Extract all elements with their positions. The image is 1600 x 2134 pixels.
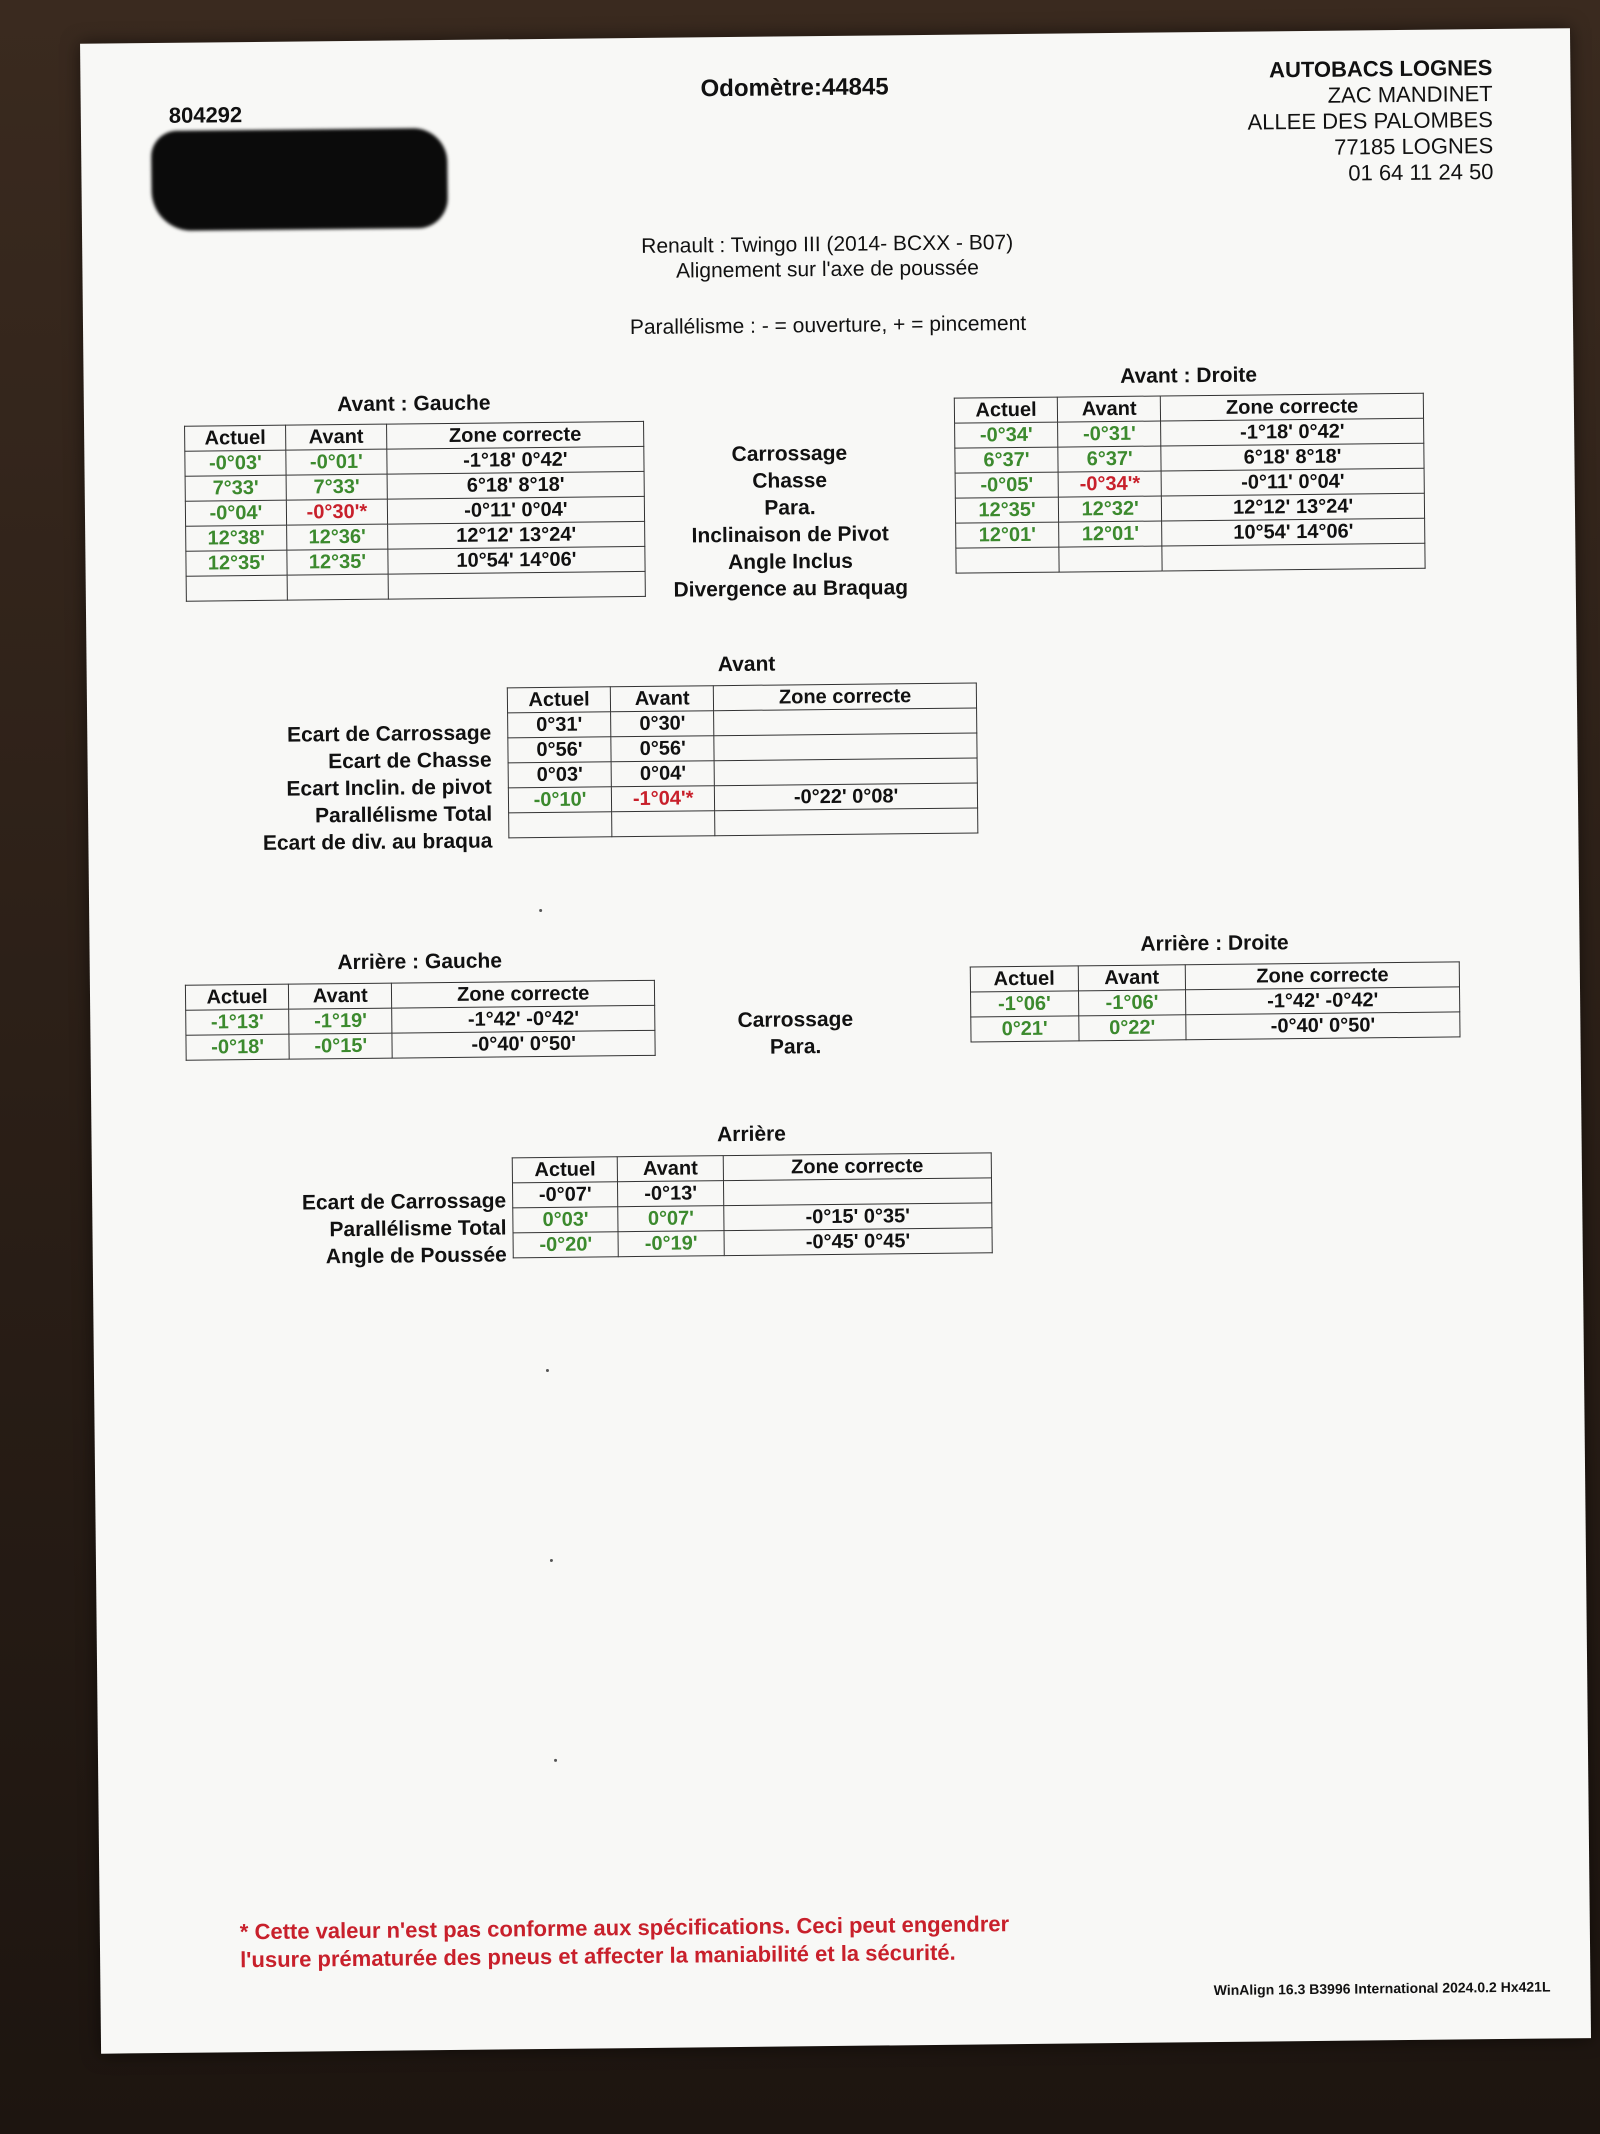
column-header-avant: Avant	[610, 686, 713, 712]
cell-zone	[388, 571, 645, 599]
cell-avant	[612, 811, 715, 837]
rear-right-table	[970, 961, 1461, 1042]
cell-zone: -1°18' 0°42'	[1161, 418, 1424, 446]
rear-right-title: Arrière : Droite	[1140, 931, 1289, 956]
software-version: WinAlign 16.3 B3996 International 2024.0.2 Hx421L	[1213, 1978, 1551, 1999]
cell-zone: 6°18' 8°18'	[1161, 443, 1424, 471]
cell-actuel: -0°10'	[508, 787, 611, 813]
table-row	[509, 808, 978, 838]
cell-zone: -1°42' -0°42'	[1186, 987, 1460, 1015]
cell-zone: -0°40' 0°50'	[1186, 1012, 1460, 1040]
cell-zone: -0°22' 0°08'	[715, 783, 978, 811]
cell-actuel: 0°31'	[508, 712, 611, 738]
cell-actuel: 0°21'	[971, 1016, 1079, 1042]
paper-dot	[550, 1559, 553, 1562]
shop-address-line3: 77185 LOGNES	[1334, 133, 1494, 160]
column-header-zone: Zone correcte	[723, 1153, 991, 1181]
cell-zone	[714, 708, 977, 736]
column-header-actuel: Actuel	[185, 984, 288, 1010]
cell-avant: 6°37'	[1058, 446, 1161, 472]
shop-phone: 01 64 11 24 50	[1348, 159, 1494, 186]
column-header-actuel: Actuel	[185, 425, 286, 451]
cell-avant: -1°19'	[289, 1008, 392, 1034]
redaction-mark	[151, 128, 448, 231]
toe-legend: Parallélisme : - = ouverture, + = pincement	[629, 311, 1027, 340]
measure-label: Para.	[764, 496, 816, 520]
table-row	[186, 571, 645, 601]
measure-label: Divergence au Braquag	[673, 576, 909, 602]
cell-zone: -1°18' 0°42'	[387, 446, 644, 474]
cell-avant: -0°31'	[1058, 421, 1161, 447]
front-left-title: Avant : Gauche	[337, 391, 491, 417]
table-row	[971, 1012, 1460, 1042]
cell-zone	[715, 808, 978, 836]
cell-actuel: 12°01'	[956, 522, 1059, 548]
cell-zone: -1°42' -0°42'	[392, 1005, 655, 1033]
column-header-zone: Zone correcte	[386, 421, 643, 449]
cell-avant	[1059, 546, 1162, 572]
column-header-avant: Avant	[1057, 396, 1160, 422]
cell-zone	[714, 758, 977, 786]
measure-label: Ecart Inclin. de pivot	[286, 775, 492, 801]
paper-dot	[546, 1369, 549, 1372]
cell-actuel: 12°38'	[186, 525, 287, 551]
odometer-reading: Odomètre:44845	[700, 73, 889, 103]
rear-measure-labels	[680, 1005, 911, 1061]
column-header-avant: Avant	[286, 424, 387, 450]
alignment-mode: Alignement sur l'axe de poussée	[675, 256, 979, 283]
cell-actuel: 0°56'	[508, 737, 611, 763]
measure-label: Ecart de Carrossage	[301, 1189, 507, 1215]
cell-avant: 0°07'	[618, 1206, 724, 1232]
cell-actuel: -0°07'	[512, 1182, 618, 1208]
cell-actuel: 0°03'	[508, 762, 611, 788]
cell-avant: 12°32'	[1059, 496, 1162, 522]
warning-line2: l'usure prématurée des pneus et affecter la maniabilité et la sécurité.	[239, 1939, 956, 1973]
front-measure-labels	[644, 439, 936, 604]
column-header-actuel: Actuel	[954, 397, 1057, 423]
shop-name: AUTOBACS LOGNES	[1268, 55, 1493, 83]
front-right-table	[954, 393, 1426, 574]
cell-avant: -0°13'	[618, 1181, 724, 1207]
cell-zone	[723, 1178, 991, 1206]
measure-label: Ecart de Chasse	[328, 748, 492, 774]
measure-label: Chasse	[752, 469, 828, 493]
cell-actuel: -0°04'	[185, 500, 286, 526]
measure-label: Para.	[769, 1035, 822, 1059]
shop-address-line1: ZAC MANDINET	[1327, 81, 1493, 108]
column-header-avant: Avant	[289, 983, 392, 1009]
measure-label: Carrossage	[737, 1007, 854, 1032]
cell-actuel: 0°03'	[513, 1207, 619, 1233]
cell-avant: -0°19'	[618, 1231, 724, 1257]
column-header-actuel: Actuel	[512, 1157, 618, 1183]
measure-label: Inclinaison de Pivot	[691, 522, 889, 548]
column-header-zone: Zone correcte	[392, 980, 655, 1008]
cell-actuel: -0°05'	[955, 472, 1058, 498]
cell-actuel: -1°13'	[186, 1009, 289, 1035]
column-header-actuel: Actuel	[507, 687, 610, 713]
cell-avant: 0°56'	[611, 736, 714, 762]
cell-actuel: -0°18'	[186, 1034, 289, 1060]
cell-zone	[714, 733, 977, 761]
cell-zone: 10°54' 14°06'	[1162, 518, 1425, 546]
cell-avant: -1°06'	[1078, 990, 1186, 1016]
paper-dot	[554, 1759, 557, 1762]
column-header-zone: Zone correcte	[714, 683, 977, 711]
cell-zone: 10°54' 14°06'	[388, 546, 645, 574]
cell-avant: -0°34'*	[1058, 471, 1161, 497]
front-axle-title: Avant	[717, 652, 776, 677]
column-header-actuel: Actuel	[970, 966, 1078, 992]
shop-address-line2: ALLEE DES PALOMBES	[1247, 107, 1494, 135]
column-header-zone: Zone correcte	[1161, 393, 1424, 421]
cell-zone: 12°12' 13°24'	[388, 521, 645, 549]
cell-avant: 7°33'	[286, 474, 387, 500]
rear-axle-title: Arrière	[716, 1122, 787, 1147]
cell-actuel: 12°35'	[186, 550, 287, 576]
column-header-avant: Avant	[1078, 965, 1186, 991]
cell-actuel	[186, 575, 287, 601]
rear-axle-table	[512, 1152, 993, 1258]
cell-avant: -1°04'*	[612, 786, 715, 812]
cell-avant: 0°22'	[1078, 1015, 1186, 1041]
front-axle-labels	[167, 720, 492, 858]
cell-avant	[287, 574, 388, 600]
cell-avant: 0°30'	[611, 711, 714, 737]
rear-left-table	[185, 980, 656, 1061]
cell-actuel	[509, 812, 612, 838]
cell-avant: 0°04'	[611, 761, 714, 787]
front-right-title: Avant : Droite	[1120, 363, 1258, 388]
warning-line1: * Cette valeur n'est pas conforme aux spécifications. Ceci peut engendrer	[239, 1911, 1010, 1945]
cell-actuel: 7°33'	[185, 475, 286, 501]
cell-zone: -0°45' 0°45'	[724, 1228, 992, 1256]
cell-avant: 12°35'	[287, 549, 388, 575]
cell-avant: 12°01'	[1059, 521, 1162, 547]
non-compliance-warning	[240, 1910, 1010, 1974]
measure-label: Parallélisme Total	[314, 802, 493, 828]
vehicle-info	[82, 224, 1572, 290]
measure-label: Ecart de Carrossage	[286, 721, 492, 747]
cell-avant: 12°36'	[287, 524, 388, 550]
cell-actuel	[956, 547, 1059, 573]
cell-zone: -0°40' 0°50'	[392, 1030, 655, 1058]
cell-zone: -0°11' 0°04'	[387, 496, 644, 524]
cell-zone	[1162, 543, 1425, 571]
measure-label: Ecart de div. au braqua	[262, 829, 493, 855]
shop-address	[1247, 55, 1494, 188]
rear-left-title: Arrière : Gauche	[337, 949, 503, 975]
measure-label: Angle de Poussée	[325, 1243, 507, 1269]
report-ref-number: 804292	[168, 102, 243, 128]
rear-axle-labels	[172, 1187, 507, 1271]
cell-actuel: 6°37'	[955, 447, 1058, 473]
table-row	[186, 1030, 655, 1060]
cell-actuel: -0°03'	[185, 450, 286, 476]
cell-avant: -0°30'*	[286, 499, 387, 525]
measure-label: Parallélisme Total	[329, 1216, 507, 1242]
alignment-report-sheet	[80, 28, 1591, 2053]
front-axle-table	[507, 682, 979, 838]
table-row	[513, 1228, 992, 1258]
cell-zone: 12°12' 13°24'	[1162, 493, 1425, 521]
paper-dot	[539, 909, 542, 912]
cell-actuel: 12°35'	[955, 497, 1058, 523]
cell-zone: -0°15' 0°35'	[723, 1203, 991, 1231]
cell-zone: -0°11' 0°04'	[1161, 468, 1424, 496]
cell-actuel: -0°34'	[955, 422, 1058, 448]
vehicle-model: Renault : Twingo III (2014- BCXX - B07)	[641, 231, 1014, 258]
measure-label: Angle Inclus	[727, 549, 854, 575]
cell-avant: -0°15'	[289, 1033, 392, 1059]
cell-actuel: -1°06'	[971, 991, 1079, 1017]
table-row	[956, 543, 1425, 573]
measure-label: Carrossage	[731, 441, 848, 467]
cell-actuel: -0°20'	[513, 1232, 619, 1258]
front-left-table	[184, 421, 646, 602]
cell-zone: 6°18' 8°18'	[387, 471, 644, 499]
column-header-zone: Zone correcte	[1185, 962, 1459, 990]
cell-avant: -0°01'	[286, 449, 387, 475]
column-header-avant: Avant	[618, 1156, 724, 1182]
